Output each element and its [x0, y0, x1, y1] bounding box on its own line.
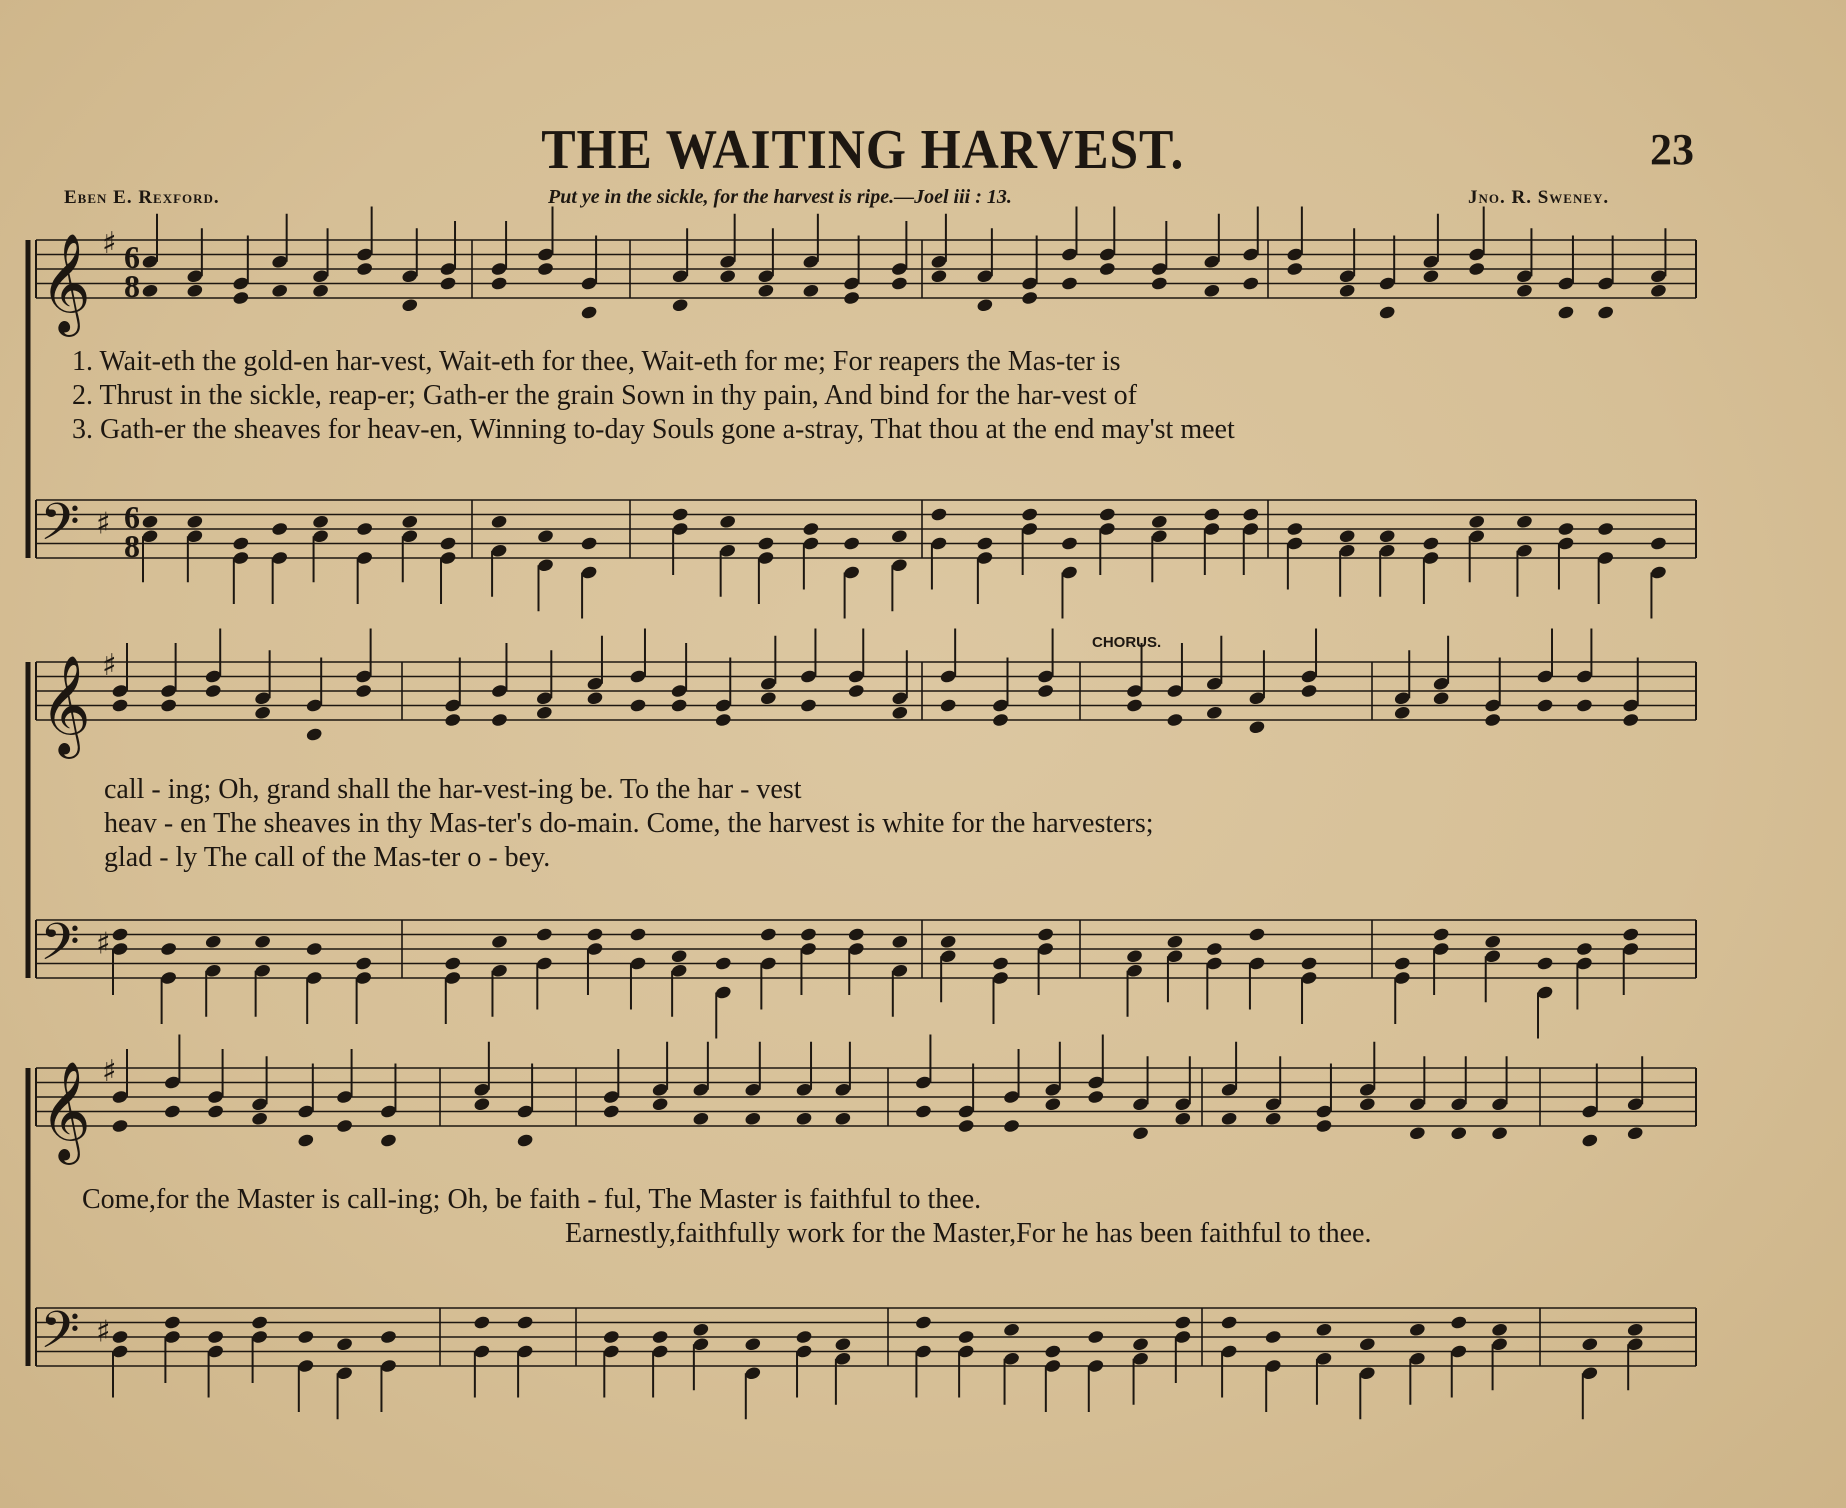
note-head	[1432, 927, 1450, 942]
note-head	[629, 927, 647, 942]
note-head	[1597, 521, 1615, 536]
note-head	[207, 1104, 225, 1119]
note-head	[251, 1315, 269, 1330]
note-head	[537, 529, 555, 544]
note-head	[1087, 1089, 1105, 1104]
note-head	[1393, 956, 1411, 971]
treble-clef: 𝄞	[40, 655, 91, 755]
note-head	[490, 276, 508, 291]
note-head	[491, 934, 509, 949]
note-head	[759, 927, 777, 942]
note-head	[439, 276, 457, 291]
note-head	[890, 529, 908, 544]
note-head	[1432, 691, 1450, 706]
note-head	[535, 705, 553, 720]
note-head	[380, 1329, 398, 1344]
note-head	[1205, 705, 1223, 720]
note-head	[204, 934, 222, 949]
note-head	[1575, 698, 1593, 713]
note-head	[232, 290, 250, 305]
note-head	[1098, 507, 1116, 522]
note-head	[719, 269, 737, 284]
note-head	[847, 927, 865, 942]
note-head	[1205, 941, 1223, 956]
note-head	[939, 934, 957, 949]
note-head	[1597, 305, 1615, 320]
note-head	[976, 536, 994, 551]
note-head	[914, 1104, 932, 1119]
note-head	[651, 1329, 669, 1344]
note-head	[516, 1315, 534, 1330]
note-head	[580, 305, 598, 320]
note-head	[251, 1111, 269, 1126]
sharp-sign: ♯	[102, 1054, 117, 1090]
note-head	[1536, 698, 1554, 713]
bass-clef: 𝄢	[40, 491, 80, 565]
sharp-sign: ♯	[96, 506, 111, 542]
note-head	[297, 1133, 315, 1148]
note-head	[891, 934, 909, 949]
note-head	[714, 712, 732, 727]
note-head	[1516, 514, 1534, 529]
note-head	[1468, 261, 1486, 276]
note-head	[891, 705, 909, 720]
note-head	[976, 298, 994, 313]
chorus-label: CHORUS.	[1092, 634, 1162, 651]
note-head	[757, 283, 775, 298]
note-head	[535, 927, 553, 942]
note-head	[1575, 941, 1593, 956]
note-head	[744, 1111, 762, 1126]
note-head	[254, 705, 272, 720]
note-head	[1021, 290, 1039, 305]
note-head	[1300, 683, 1318, 698]
note-head	[355, 683, 373, 698]
note-head	[847, 683, 865, 698]
note-head	[141, 283, 159, 298]
note-head	[516, 1133, 534, 1148]
note-head	[719, 514, 737, 529]
note-head	[356, 261, 374, 276]
time-signature-digit: 8	[124, 268, 140, 304]
note-head	[1132, 1126, 1150, 1141]
note-head	[111, 927, 129, 942]
note-head	[843, 536, 861, 551]
note-head	[160, 698, 178, 713]
note-head	[1037, 927, 1055, 942]
note-head	[312, 283, 330, 298]
note-head	[757, 536, 775, 551]
note-head	[1650, 283, 1668, 298]
note-head	[1491, 1322, 1509, 1337]
note-head	[586, 691, 604, 706]
lyric-line-verse-1: 1. Wait-eth the gold-en har-vest, Wait-eth for thee, Wait-eth for me; For reapers the Mas-ter is	[72, 346, 1121, 377]
note-head	[671, 507, 689, 522]
note-head	[439, 536, 457, 551]
note-head	[1220, 1315, 1238, 1330]
note-head	[401, 298, 419, 313]
note-head	[992, 956, 1010, 971]
note-head	[254, 934, 272, 949]
note-head	[336, 1118, 354, 1133]
note-head	[1338, 283, 1356, 298]
time-signature-digit: 8	[124, 528, 140, 564]
note-head	[1315, 1118, 1333, 1133]
note-head	[1132, 1337, 1150, 1352]
note-head	[1338, 529, 1356, 544]
note-head	[1003, 1322, 1021, 1337]
note-head	[1286, 521, 1304, 536]
note-head	[1220, 1111, 1238, 1126]
note-head	[1061, 276, 1079, 291]
note-head	[111, 1118, 129, 1133]
note-head	[1450, 1315, 1468, 1330]
lyric-line-verse-2: 2. Thrust in the sickle, reap-er; Gath-er the grain Sown in thy pain, And bind for the har-vest of	[72, 380, 1137, 411]
note-head	[380, 1133, 398, 1148]
note-head	[1286, 261, 1304, 276]
note-head	[890, 276, 908, 291]
note-head	[1422, 269, 1440, 284]
note-head	[602, 1329, 620, 1344]
note-head	[312, 514, 330, 529]
bass-clef: 𝄢	[40, 1299, 80, 1373]
note-head	[1174, 1111, 1192, 1126]
note-head	[1242, 507, 1260, 522]
note-head	[1650, 536, 1668, 551]
note-head	[473, 1315, 491, 1330]
note-head	[1581, 1337, 1599, 1352]
note-head	[1264, 1111, 1282, 1126]
note-head	[1516, 283, 1534, 298]
note-head	[401, 514, 419, 529]
note-head	[1264, 1329, 1282, 1344]
note-head	[692, 1322, 710, 1337]
note-head	[305, 727, 323, 742]
note-head	[670, 949, 688, 964]
note-head	[537, 261, 555, 276]
note-head	[1044, 1097, 1062, 1112]
note-head	[297, 1329, 315, 1344]
page-number: 23	[1650, 125, 1694, 174]
note-head	[1203, 283, 1221, 298]
note-head	[670, 698, 688, 713]
note-head	[744, 1337, 762, 1352]
treble-clef: 𝄞	[40, 233, 91, 333]
note-head	[1126, 949, 1144, 964]
note-head	[1393, 705, 1411, 720]
sharp-sign: ♯	[96, 926, 111, 962]
note-head	[271, 283, 289, 298]
note-head	[141, 514, 159, 529]
composer-credit: Jno. R. Sweney.	[1468, 187, 1610, 208]
note-head	[163, 1104, 181, 1119]
note-head	[1581, 1133, 1599, 1148]
note-head	[1622, 712, 1640, 727]
note-head	[271, 521, 289, 536]
note-head	[111, 698, 129, 713]
note-head	[305, 941, 323, 956]
note-head	[473, 1097, 491, 1112]
note-head	[580, 536, 598, 551]
lyricist-credit: Eben E. Rexford.	[64, 187, 220, 208]
note-head	[1037, 683, 1055, 698]
note-head	[1150, 514, 1168, 529]
note-head	[1422, 536, 1440, 551]
note-head	[1536, 956, 1554, 971]
note-head	[1021, 507, 1039, 522]
note-head	[355, 956, 373, 971]
note-head	[1626, 1322, 1644, 1337]
bass-clef: 𝄢	[40, 911, 80, 985]
song-title: THE WAITING HARVEST.	[541, 119, 1185, 181]
note-head	[1150, 276, 1168, 291]
note-head	[444, 956, 462, 971]
note-head	[1626, 1126, 1644, 1141]
note-head	[602, 1104, 620, 1119]
note-head	[1622, 927, 1640, 942]
note-head	[186, 283, 204, 298]
note-head	[1248, 927, 1266, 942]
note-head	[930, 507, 948, 522]
scripture-epigraph: Put ye in the sickle, for the harvest is ripe.—Joel iii : 13.	[548, 186, 1012, 208]
note-head	[834, 1337, 852, 1352]
note-head	[232, 536, 250, 551]
note-head	[1557, 305, 1575, 320]
note-head	[207, 1329, 225, 1344]
note-head	[930, 269, 948, 284]
note-head	[1315, 1322, 1333, 1337]
note-head	[1166, 934, 1184, 949]
lyric-line-verse-1-cont: call - ing; Oh, grand shall the har-vest-ing be. To the har - vest	[104, 774, 802, 805]
note-head	[1408, 1322, 1426, 1337]
note-head	[939, 698, 957, 713]
note-head	[1378, 305, 1396, 320]
treble-clef: 𝄞	[40, 1061, 91, 1161]
note-head	[1358, 1097, 1376, 1112]
note-head	[992, 712, 1010, 727]
note-head	[1166, 712, 1184, 727]
sharp-sign: ♯	[102, 226, 117, 262]
note-head	[800, 927, 818, 942]
lyric-line-verse-3-cont: glad - ly The call of the Mas-ter o - bey.	[104, 842, 551, 873]
sharp-sign: ♯	[96, 1314, 111, 1350]
lyric-line-verse-3: 3. Gath-er the sheaves for heav-en, Winning to-day Souls gone a-stray, That thou at the end may'st meet	[72, 414, 1235, 445]
note-head	[186, 514, 204, 529]
note-head	[1491, 1126, 1509, 1141]
note-head	[1098, 261, 1116, 276]
note-head	[914, 1315, 932, 1330]
note-head	[491, 712, 509, 727]
note-head	[759, 691, 777, 706]
note-head	[1248, 720, 1266, 735]
time-signature-digit: 6	[124, 499, 140, 535]
note-head	[957, 1118, 975, 1133]
note-head	[1044, 1344, 1062, 1359]
sharp-sign: ♯	[102, 648, 117, 684]
time-signature-digit: 6	[124, 239, 140, 275]
note-head	[586, 927, 604, 942]
note-head	[1408, 1126, 1426, 1141]
note-head	[1557, 521, 1575, 536]
note-head	[651, 1097, 669, 1112]
note-head	[692, 1111, 710, 1126]
note-head	[795, 1329, 813, 1344]
note-head	[629, 698, 647, 713]
note-head	[1484, 712, 1502, 727]
note-head	[356, 521, 374, 536]
note-head	[671, 298, 689, 313]
note-head	[1378, 529, 1396, 544]
note-head	[1203, 507, 1221, 522]
note-head	[802, 521, 820, 536]
note-head	[1358, 1337, 1376, 1352]
note-head	[1450, 1126, 1468, 1141]
lyric-line-chorus-1: Come,for the Master is call-ing; Oh, be faith - ful, The Master is faithful to thee.	[82, 1184, 982, 1215]
note-head	[444, 712, 462, 727]
note-head	[800, 698, 818, 713]
note-head	[1003, 1118, 1021, 1133]
note-head	[1126, 698, 1144, 713]
lyric-line-verse-2-cont: heav - en The sheaves in thy Mas-ter's do-main. Come, the harvest is white for the harvesters;	[104, 808, 1154, 839]
note-head	[1468, 514, 1486, 529]
note-head	[1300, 956, 1318, 971]
note-head	[163, 1315, 181, 1330]
note-head	[795, 1111, 813, 1126]
note-head	[111, 1329, 129, 1344]
note-head	[843, 290, 861, 305]
note-head	[802, 283, 820, 298]
note-head	[1242, 276, 1260, 291]
note-head	[160, 941, 178, 956]
note-head	[1061, 536, 1079, 551]
note-head	[336, 1337, 354, 1352]
note-head	[1174, 1315, 1192, 1330]
note-head	[1087, 1329, 1105, 1344]
note-head	[834, 1111, 852, 1126]
lyric-line-chorus-2: Earnestly,faithfully work for the Master,For he has been faithful to thee.	[565, 1218, 1372, 1249]
note-head	[1484, 934, 1502, 949]
note-head	[204, 683, 222, 698]
note-head	[714, 956, 732, 971]
note-head	[490, 514, 508, 529]
note-head	[957, 1329, 975, 1344]
